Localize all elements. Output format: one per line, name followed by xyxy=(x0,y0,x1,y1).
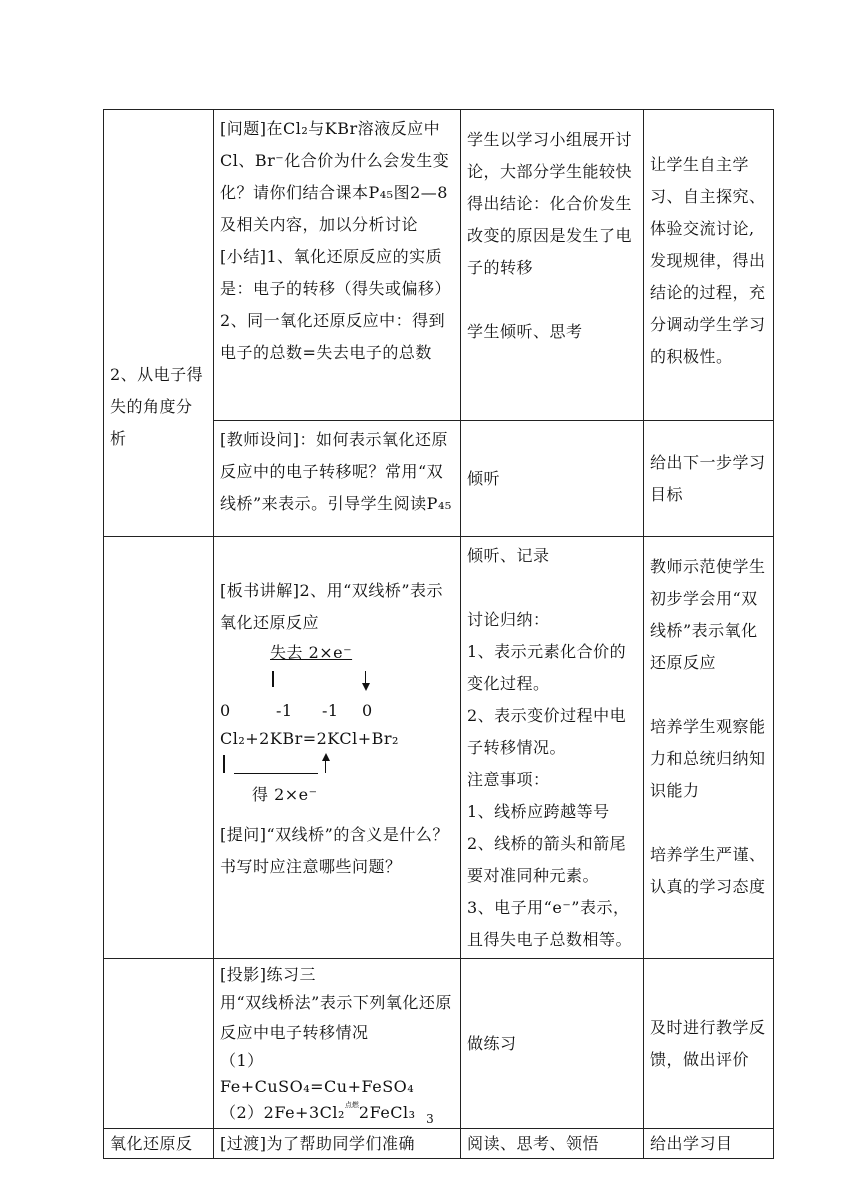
teacher-text: [投影]练习三 xyxy=(220,965,316,984)
design-intent-cell xyxy=(644,1129,774,1159)
student-text: 注意事项： xyxy=(467,770,550,789)
bridge-tail-line xyxy=(272,671,274,687)
teacher-activity-cell xyxy=(214,1129,461,1159)
student-text: 学生倾听、思考 xyxy=(467,322,583,341)
bridge-tail-line xyxy=(223,755,225,773)
student-text: 倾听 xyxy=(467,469,501,488)
teacher-text: [教师设问]：如何表示氧化还原反应中的电子转移呢？常用“双线桥”来表示。引导学生阅读P₄₅ xyxy=(220,430,452,513)
student-text: 1、线桥应跨越等号 xyxy=(467,802,610,821)
student-text: 3、电子用“e⁻”表示，且得失电子总数相等。 xyxy=(467,898,633,949)
phase-text: 氧化还原反 xyxy=(110,1134,193,1153)
phase-cell xyxy=(104,1129,214,1159)
intent-text: 及时进行教学反馈，做出评价 xyxy=(650,1018,766,1069)
arrow-down-icon xyxy=(362,683,370,691)
student-text: 2、表示变价过程中电子转移情况。 xyxy=(467,706,627,757)
student-activity-cell xyxy=(461,959,644,1129)
valence-label: 0 xyxy=(362,701,373,720)
student-text: 倾听、记录 xyxy=(467,546,550,565)
teacher-text: （1）Fe+CuSO₄=Cu+FeSO₄ xyxy=(220,1051,415,1096)
student-activity-cell xyxy=(461,110,644,421)
teacher-text: [板书讲解]2、用“双线桥”表示氧化还原反应 xyxy=(220,581,444,632)
student-text: 做练习 xyxy=(467,1034,517,1053)
teacher-text: 2FeCl₃ xyxy=(358,1103,416,1122)
design-intent-cell xyxy=(644,537,774,959)
intent-text: 给出下一步学习目标 xyxy=(650,453,766,504)
teacher-text: 用“双线桥法”表示下列氧化还原反应中电子转移情况 xyxy=(220,993,452,1042)
bridge-bottom-line xyxy=(234,773,318,774)
valence-label: -1 xyxy=(322,701,339,720)
student-text: 2、线桥的箭头和箭尾要对准同种元素。 xyxy=(467,834,627,885)
phase-cell xyxy=(104,110,214,537)
design-intent-cell xyxy=(644,421,774,537)
teacher-text: [过渡]为了帮助同学们准确 xyxy=(220,1134,415,1153)
teacher-activity-cell xyxy=(214,537,461,959)
teacher-text: （2）2Fe+3Cl₂ xyxy=(220,1103,345,1122)
phase-cell xyxy=(104,959,214,1129)
intent-text: 教师示范使学生初步学会用“双线桥”表示氧化还原反应 xyxy=(650,557,766,672)
student-activity-cell xyxy=(461,1129,644,1159)
phase-text xyxy=(104,537,213,542)
valence-label: 0 xyxy=(220,701,231,720)
equation-text: Cl₂+2KBr=2KCl+Br₂ xyxy=(220,729,399,748)
student-text: 讨论归纳： xyxy=(467,610,550,629)
student-text: 1、表示元素化合价的变化过程。 xyxy=(467,642,627,693)
teacher-activity-cell xyxy=(214,110,461,421)
page-number: 3 xyxy=(426,1112,434,1126)
table-row xyxy=(104,110,774,421)
intent-text: 让学生自主学习、自主探究、体验交流讨论,发现规律，得出结论的过程，充分调动学生学习的积极性。 xyxy=(650,155,766,366)
phase-cell xyxy=(104,537,214,959)
intent-text: 培养学生观察能力和总统归纳知识能力 xyxy=(650,717,766,800)
phase-text xyxy=(104,959,213,964)
design-intent-cell xyxy=(644,110,774,421)
teacher-text: 2、同一氧化还原反应中：得到电子的总数=失去电子的总数 xyxy=(220,311,446,362)
lose-electron-label: 失去 2×e⁻ xyxy=(270,643,353,662)
arrow-up-icon xyxy=(322,753,330,761)
intent-text: 给出学习目 xyxy=(650,1134,733,1153)
phase-text: 2、从电子得失的角度分析 xyxy=(110,365,204,448)
gain-electron-label: 得 2×e⁻ xyxy=(252,785,318,804)
reaction-condition-label: 点燃 xyxy=(344,1101,359,1109)
design-intent-cell xyxy=(644,959,774,1129)
teacher-activity-cell xyxy=(214,421,461,537)
table-row xyxy=(104,1129,774,1159)
teacher-text: [小结]1、氧化还原反应的实质是：电子的转移（得失或偏移） xyxy=(220,247,452,298)
teacher-text: [问题]在Cl₂与KBr溶液反应中Cl、Br⁻化合价为什么会发生变化？请你们结合课本P₄₅图2—8及相关内容，加以分析讨论 xyxy=(220,119,450,234)
lesson-plan-table xyxy=(103,109,774,1159)
double-bridge-diagram xyxy=(220,639,454,819)
student-activity-cell xyxy=(461,537,644,959)
table-row xyxy=(104,537,774,959)
valence-label: -1 xyxy=(276,701,293,720)
teacher-text: [提问]“双线桥”的含义是什么？书写时应注意哪些问题？ xyxy=(220,825,449,876)
student-text: 学生以学习小组展开讨论，大部分学生能较快得出结论：化合价发生改变的原因是发生了电子的转移 xyxy=(467,130,633,277)
student-activity-cell xyxy=(461,421,644,537)
student-text: 阅读、思考、领悟 xyxy=(467,1134,600,1153)
teacher-activity-cell xyxy=(214,959,461,1129)
intent-text: 培养学生严谨、认真的学习态度 xyxy=(650,845,766,896)
table-row xyxy=(104,959,774,1129)
